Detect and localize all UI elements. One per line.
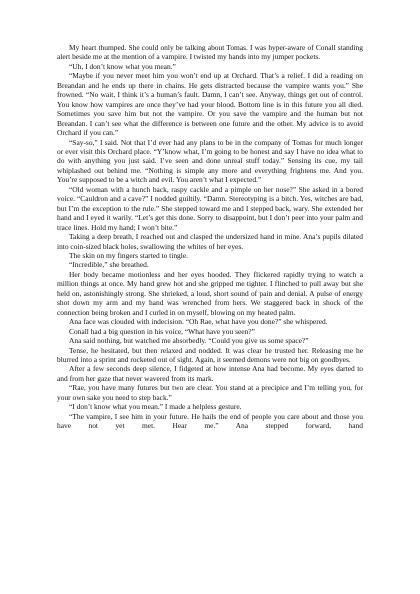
paragraph: “Uh, I don’t know what you mean.” [69,61,176,71]
paragraph: “Rae, you have many futures but two are clear. You stand at a precipice and I’m telling you, for your own sake you need to step back.” [57,383,363,402]
paragraph: “Maybe if you never meet him you won’t end up at Orchard. That’s a relief. I did a reading on Breandan and he ends up there in chains. He gets distracted because the vampire wants you.” She frowned. “No wait, I think it’s a human’s fault. Damn, I can’t see. Anyway, things get out of control. You know how vampires are once they’ve had your blood. Bottom line is in this future you all died. Sometimes you save him but not the vampire. Or you save the vampire and the human but not Breandan. I can’t see what the difference is between one future and the other. My advice is to avoid Orchard if you can.” [57,71,363,138]
paragraph: Taking a deep breath, I reached out and clasped the undersized hand in mine. Ana’s pupils dilated into coin-sized black holes, swallowing the whites of her eyes. [57,232,363,251]
paragraph: My heart thumped. She could only be talking about Tomas. I was hyper-aware of Conall standing alert beside me at the mention of a vampire. I twisted my hands into my jumper pockets. [57,43,363,62]
paragraph: After a few seconds deep silence, I fidgeted at how intense Ana had become. My eyes darted to and from her gaze that never wavered from its mark. [57,364,363,383]
paragraph: Conall had a big question in his voice, “What have you seen?” [69,326,255,336]
paragraph: “Old woman with a hunch back, raspy cackle and a pimple on her nose?” She asked in a bored voice. “Cauldron and a cave?” I nodded guiltily. “Damn. Stereotyping is a bitch. Yes, witches are bad, but I’m the exception to the rule.” She stepped toward me and I stepped back, wary. She extended her hand and I eyed it warily. “Let’s get this done. Sorry to disappoint, but I don’t peer into your palm and trace lines. Hold my hand; I won’t bite.” [57,184,363,232]
paragraph: “Incredible,” she breathed. [69,260,149,270]
body-text [57,43,363,431]
paragraph: “I don’t know what you mean.” I made a helpless gesture. [69,402,242,412]
paragraph: Ana face was clouded with indecision. “Oh Rae, what have you done?” she whispered. [69,317,328,327]
paragraph: Ana said nothing, but watched me absorbedly. “Could you give us some space?” [69,336,309,346]
paragraph: Tense, he hesitated, but then relaxed and nodded. It was clear he trusted her. Releasing me he blurred into a sprint and rocketed out of sight. Again, it seemed demons were not big on goodbyes. [57,345,363,364]
paragraph: “Say-so,” I said. Not that I’d ever had any plans to be in the company of Tomas for much longer or ever visit this Orchard place. “Y’know what, I’m going to be honest and say I have no idea what to do with anything you just said. I’ve seen and done unreal stuff today.” Sensing its cue, my tail whiplashed out behind me. “Nothing is simple any more and everything frightens me. And you. You’re supposed to be a witch and evil. You aren’t what I expected.” [57,137,363,185]
paragraph: “The vampire, I see him in your future. He hails the end of people you care about and those you have not yet met. Hear me.” Ana stepped forward, hand [57,411,363,431]
paragraph: Her body became motionless and her eyes hooded. They flickered rapidly trying to watch a million things at once. My hand grew hot and she gripped me tighter. I flinched to pull away but she held on, astonishingly strong. She shrieked, a loud, short sound of pain and denial. A pulse of energy shot down my arm and my hand was wrenched from hers. We staggered back in shock of the connection being broken and I curled in on myself, blowing on my heated palm. [57,269,363,317]
paragraph: The skin on my fingers started to tingle. [69,250,188,260]
